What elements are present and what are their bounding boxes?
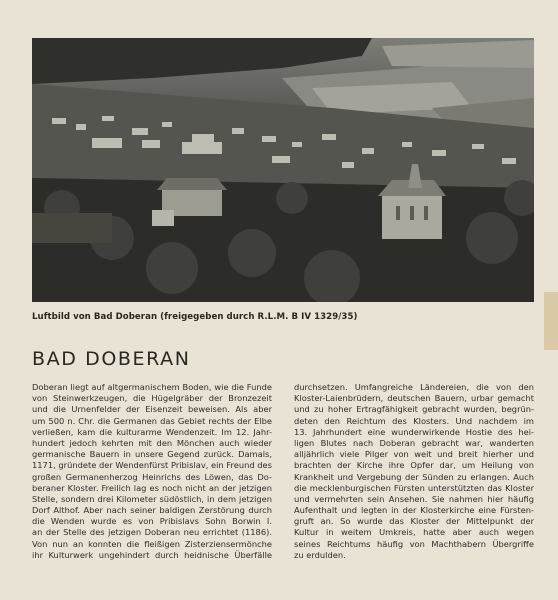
text-line: brachten der Kirche ihre Opfer dar, um Heilung von	[294, 460, 534, 471]
text-line: seines Reichtums häufig von Machthabern Übergriffe	[294, 538, 534, 549]
text-line: beraner Kloster. Freilich lag es noch nicht an der jetzigen	[32, 482, 272, 493]
aerial-photo-drawing	[32, 38, 534, 302]
text-line: großen Germanenherzog Heinrichs des Löwen, das Do-	[32, 471, 272, 482]
text-line: 13. Jahrhundert eine wunderwirkende Hostie des hei-	[294, 426, 534, 437]
text-line: gruft an. So wurde das Kloster der Mittelpunkt der	[294, 516, 534, 527]
text-line: Von nun an konnten die fleißigen Zisterziensermönche	[32, 538, 272, 549]
text-line: germanische Bauern in unsere Gegend zurück. Damals,	[32, 449, 272, 460]
text-line: deten den Reichtum des Klosters. Und nachdem im	[294, 415, 534, 426]
text-line: die Wenden wurde es von Pribislavs Sohn Borwin I.	[32, 516, 272, 527]
page-heading: BAD DOBERAN	[32, 348, 191, 370]
text-line: alljährlich viele Pilger von weit und breit hierher und	[294, 449, 534, 460]
text-line: verließen, kam die kulturarme Wendenzeit. Im 12. Jahr-	[32, 426, 272, 437]
text-line: hundert jedoch kehrten mit den Mönchen auch wieder	[32, 437, 272, 448]
text-line: Krankheit und Vergebung der Sünden zu erlangen. Auch	[294, 471, 534, 482]
text-line: Kultur in weitem Umkreis, hatte aber auch wegen	[294, 527, 534, 538]
text-line: ligen Blutes nach Doberan gebracht war, wanderten	[294, 437, 534, 448]
text-line: und die Urnenfelder der Eisenzeit beweisen. Als aber	[32, 404, 272, 415]
text-line: ihr Kulturwerk ungehindert durch heidnische Überfälle	[32, 549, 272, 560]
photo-caption: Luftbild von Bad Doberan (freigegeben durch R.L.M. B IV 1329/35)	[32, 312, 358, 322]
text-line: zu erdulden.	[294, 549, 346, 560]
aerial-photo-bad-doberan	[32, 38, 534, 302]
text-line: durchsetzen. Umfangreiche Ländereien, die von den	[294, 382, 534, 392]
text-line: um 500 n. Chr. die Germanen das Gebiet rechts der Elbe	[32, 415, 272, 426]
text-line: Stelle, sondern drei Kilometer südöstlich, in dem jetzigen	[32, 493, 272, 504]
text-line: von Steinwerkzeugen, die Hügelgräber der Bronzezeit	[32, 393, 272, 404]
text-line: an der Stelle des jetzigen Doberan neu errichtet (1186).	[32, 527, 272, 538]
text-line: Dorf Althof. Aber nach seiner baldigen Zerstörung durch	[32, 505, 272, 516]
text-line: 1171, gründete der Wendenfürst Pribislav, ein Freund des	[32, 460, 272, 471]
text-line: Kloster-Laienbrüdern, deutschen Bauern, urbar gemacht	[294, 393, 534, 404]
text-line: und zu hoher Ertragfähigkeit gebracht wurden, begrün-	[294, 404, 534, 415]
body-text-right-column	[294, 382, 534, 561]
body-text-left-column	[32, 382, 272, 561]
text-line: Aufenthalt und legten in der Klosterkirche eine Fürsten-	[294, 505, 534, 516]
text-line: und vermehrten sein Ansehen. Sie nahmen hier häufig	[294, 493, 534, 504]
text-line: Doberan liegt auf altgermanischem Boden, wie die Funde	[32, 382, 272, 392]
text-line: die mecklenburgischen Fürsten unterstützten das Kloster	[294, 482, 534, 493]
page-edge-tab	[544, 292, 558, 350]
